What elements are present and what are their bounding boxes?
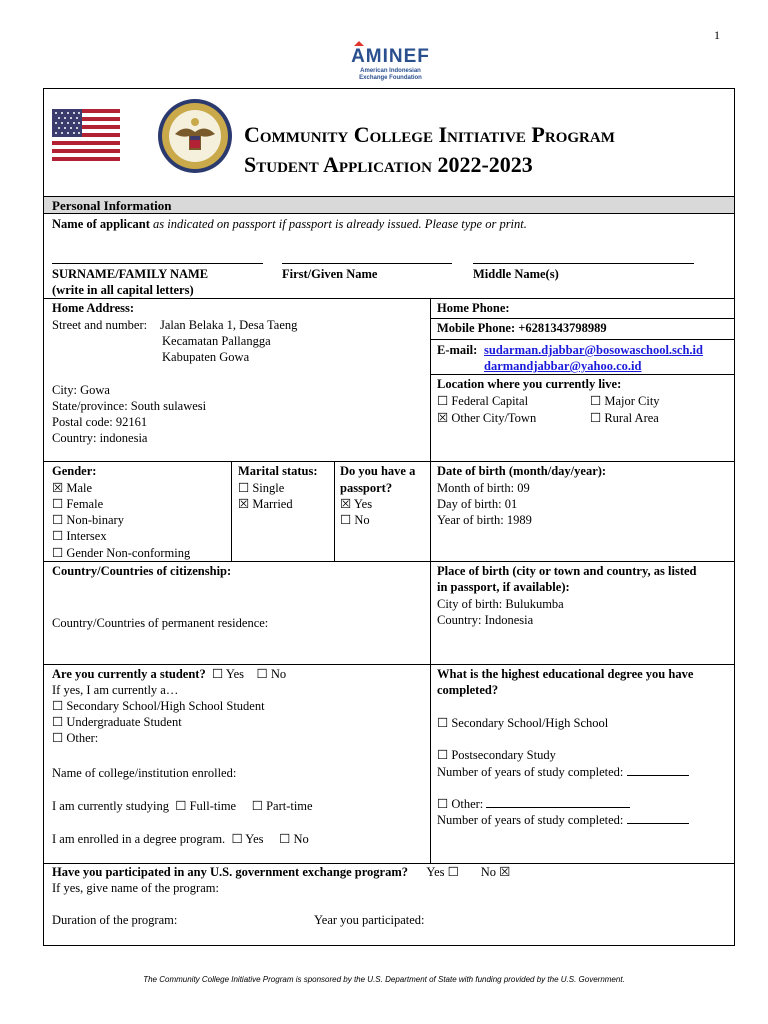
street-line2: Kecamatan Pallangga <box>162 334 271 348</box>
parttime-option[interactable]: ☐ Part-time <box>251 799 313 813</box>
student-secondary[interactable]: ☐ Secondary School/High School Student <box>52 699 265 713</box>
pob-label-2: in passport, if available): <box>437 580 570 594</box>
logo-word: AMINEF <box>351 46 430 67</box>
degree-row <box>52 831 309 847</box>
gender-label: Gender: <box>52 464 97 478</box>
citizenship-label: Country/Countries of citizenship: <box>52 564 232 578</box>
exchange-ifyes: If yes, give name of the program: <box>52 881 219 895</box>
name-instruction: as indicated on passport if passport is already issued. Please type or print. <box>153 217 527 231</box>
dob-day: Day of birth: 01 <box>437 497 518 511</box>
gender-intersex[interactable]: ☐ Intersex <box>52 529 107 543</box>
postal-code: Postal code: 92161 <box>52 415 148 429</box>
student-undergraduate[interactable]: ☐ Undergraduate Student <box>52 715 182 729</box>
studying-row <box>52 798 313 814</box>
location-rural-area[interactable]: ☐ Rural Area <box>590 411 659 425</box>
footer-note: The Community College Initiative Program is sponsored by the U.S. Department of State with funding provided by the U.S. Government. <box>143 975 625 984</box>
education-question-1: What is the highest educational degree you have <box>437 667 694 681</box>
department-of-state-seal-icon <box>157 98 233 174</box>
dob-label: Date of birth (month/day/year): <box>437 464 607 478</box>
passport-label-1: Do you have a <box>340 464 416 478</box>
student-ifyes: If yes, I am currently a… <box>52 683 179 697</box>
student-yes-option[interactable]: ☐ Yes <box>211 667 245 681</box>
middle-name-label: Middle Name(s) <box>473 267 559 281</box>
email-link-1[interactable]: sudarman.djabbar@bosowaschool.sch.id <box>484 343 703 357</box>
divider-phone <box>431 318 734 319</box>
marital-single[interactable]: ☐ Single <box>238 481 285 495</box>
passport-label-2: passport? <box>340 481 393 495</box>
exchange-yes-option[interactable]: Yes ☐ <box>426 865 459 879</box>
studying-label: I am currently studying <box>52 799 169 813</box>
center-divider <box>430 298 431 864</box>
divider-4 <box>44 664 734 665</box>
exchange-row <box>52 864 510 880</box>
street-line1: Jalan Belaka 1, Desa Taeng <box>160 318 298 332</box>
exchange-no-option[interactable]: No ☒ <box>480 865 511 879</box>
exchange-duration: Duration of the program: <box>52 913 178 927</box>
divider-mobile <box>431 339 734 340</box>
years-field-2[interactable] <box>627 812 689 824</box>
street-line3: Kabupaten Gowa <box>162 350 250 364</box>
name-label: Name of applicant <box>52 217 150 231</box>
mobile-phone: Mobile Phone: +6281343798989 <box>437 321 607 335</box>
aminef-logo <box>343 46 438 82</box>
degree-no-option[interactable]: ☐ No <box>279 832 309 846</box>
divider-marital <box>334 461 335 561</box>
student-other[interactable]: ☐ Other: <box>52 731 99 745</box>
gender-non-conforming[interactable]: ☐ Gender Non-conforming <box>52 546 191 560</box>
degree-yes-option[interactable]: ☐ Yes <box>231 832 264 846</box>
pob-country: Country: Indonesia <box>437 613 534 627</box>
name-instruction-row <box>52 216 527 232</box>
residence-label: Country/Countries of permanent residence: <box>52 616 269 630</box>
passport-yes[interactable]: ☒ Yes <box>340 497 373 511</box>
college-enrolled-label: Name of college/institution enrolled: <box>52 766 237 780</box>
title-year: 2022-2023 <box>437 152 533 177</box>
first-name-label: First/Given Name <box>282 267 378 281</box>
divider-3 <box>44 561 734 562</box>
student-no-option[interactable]: ☐ No <box>256 667 287 681</box>
gender-female[interactable]: ☐ Female <box>52 497 104 511</box>
logo-line1: American Indonesian <box>360 68 421 74</box>
surname-label: SURNAME/FAMILY NAME <box>52 267 209 281</box>
logo-roof-icon <box>354 41 364 46</box>
pob-label-1: Place of birth (city or town and country, as listed <box>437 564 697 578</box>
country: Country: indonesia <box>52 431 148 445</box>
page-number: 1 <box>714 28 720 42</box>
middle-name-field[interactable] <box>473 263 694 264</box>
state: State/province: South sulawesi <box>52 399 207 413</box>
dob-month: Month of birth: 09 <box>437 481 530 495</box>
dob-year: Year of birth: 1989 <box>437 513 532 527</box>
location-other-city[interactable]: ☒ Other City/Town <box>437 411 537 425</box>
student-question-row <box>52 666 286 682</box>
section-title: Personal Information <box>52 198 172 213</box>
education-other-row <box>437 796 630 812</box>
gender-male[interactable]: ☒ Male <box>52 481 93 495</box>
divider-2 <box>44 461 734 462</box>
gender-non-binary[interactable]: ☐ Non-binary <box>52 513 124 527</box>
education-secondary[interactable]: ☐ Secondary School/High School <box>437 716 609 730</box>
student-question: Are you currently a student? <box>52 667 206 681</box>
location-label: Location where you currently live: <box>437 377 622 391</box>
email-label: E-mail: <box>437 343 478 357</box>
years-field-1[interactable] <box>627 764 689 776</box>
surname-field[interactable] <box>52 263 263 264</box>
education-other[interactable]: ☐ Other: <box>437 797 484 811</box>
divider-gender <box>231 461 232 561</box>
street-label: Street and number: <box>52 318 148 332</box>
form-title <box>244 120 615 180</box>
other-field[interactable] <box>486 796 630 808</box>
exchange-question: Have you participated in any U.S. government exchange program? <box>52 865 409 879</box>
years-completed-row-1: Number of years of study completed: <box>437 764 689 780</box>
marital-married[interactable]: ☒ Married <box>238 497 293 511</box>
exchange-year: Year you participated: <box>314 913 425 927</box>
education-postsecondary[interactable]: ☐ Postsecondary Study <box>437 748 556 762</box>
passport-no[interactable]: ☐ No <box>340 513 370 527</box>
email-link-2[interactable]: darmandjabbar@yahoo.co.id <box>484 359 642 373</box>
title-line1: Community College Initiative Program <box>244 122 615 147</box>
us-flag-icon <box>52 109 120 161</box>
degree-label: I am enrolled in a degree program. <box>52 832 226 846</box>
home-address-label: Home Address: <box>52 301 135 315</box>
city: City: Gowa <box>52 383 110 397</box>
title-line2-text: Student Application <box>244 152 432 177</box>
first-name-field[interactable] <box>282 263 452 264</box>
education-question-2: completed? <box>437 683 499 697</box>
marital-label: Marital status: <box>238 464 318 478</box>
pob-city: City of birth: Bulukumba <box>437 597 564 611</box>
logo-line2: Exchange Foundation <box>359 75 422 81</box>
location-major-city[interactable]: ☐ Major City <box>590 394 660 408</box>
years-completed-row-2: Number of years of study completed: <box>437 812 689 828</box>
section-header <box>44 196 734 214</box>
fulltime-option[interactable]: ☐ Full-time <box>175 799 237 813</box>
home-phone-label: Home Phone: <box>437 301 510 315</box>
location-federal-capital[interactable]: ☐ Federal Capital <box>437 394 529 408</box>
divider-1 <box>44 298 734 299</box>
surname-note: (write in all capital letters) <box>52 283 194 297</box>
divider-email <box>431 374 734 375</box>
